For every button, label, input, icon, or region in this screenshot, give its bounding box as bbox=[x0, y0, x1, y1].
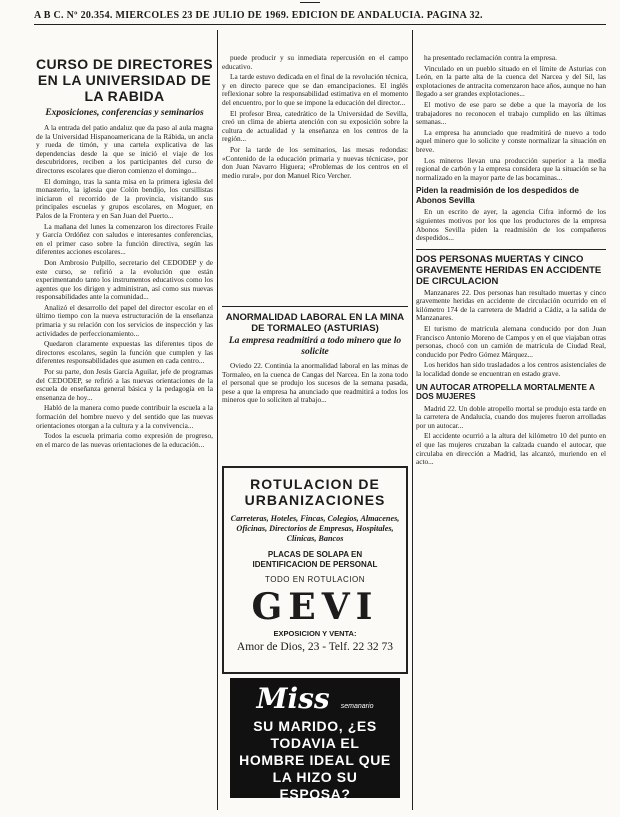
ad-title-line: ROTULACION DE bbox=[250, 476, 380, 492]
ad-title bbox=[224, 476, 406, 508]
subheadline: La empresa readmitirá a todo minero que lo solicite bbox=[228, 336, 402, 357]
column-divider bbox=[412, 30, 413, 810]
paragraph: Los heridos han sido trasladados a los centros asistenciales de la localidad donde se encuentran en estado grave. bbox=[416, 360, 606, 379]
ad-line: TODO EN ROTULACION bbox=[265, 575, 365, 584]
paragraph: Madrid 22. Un doble atropello mortal se produjo esta tarde en la carretera de Andalucía, cuando dos mujeres fueron arrolladas por un autocar... bbox=[416, 403, 606, 430]
ad-line: PLACAS DE SOLAPA EN bbox=[267, 550, 363, 559]
paragraph: Todos la escuela primaria como expresión de progreso, en el marco de las nuevas orientaciones de la educación... bbox=[36, 431, 213, 449]
paragraph: Habló de la manera como puede contribuir la escuela a la formación del hombre nuevo y del sentido que las nuevas orientaciones otorgan a la cultura y a la convivencia... bbox=[36, 403, 213, 430]
ad-slogan: SU MARIDO, ¿ES TODAVIA EL HOMBRE IDEAL QUE LA HIZO SU ESPOSA? bbox=[239, 718, 391, 802]
ad-line: IDENTIFICACION DE PERSONAL bbox=[252, 559, 378, 569]
subheadline: Exposiciones, conferencias y seminarios bbox=[45, 108, 204, 118]
paragraph: ha presentado reclamación contra la empresa. bbox=[424, 54, 557, 62]
ad-brand-logo: GEVI bbox=[251, 586, 379, 628]
ad-miss bbox=[230, 678, 400, 802]
headline: Piden la readmisión de los despedidos de Abonos Sevilla bbox=[416, 186, 579, 205]
subheadline: UN AUTOCAR ATROPELLA MORTALMENTE A DOS MUJERES bbox=[416, 382, 595, 402]
paragraph: A la entrada del patio andaluz que da paso al aula magna de la Universidad Hispanoamericana de la Rábida, un ancla y rueda de timón, y una cartela explicativa de las dependencias desde la que se inició el viaje de los descubridores, reciben a los participantes del curso de directores escolares que dieron comienzo el domingo... bbox=[36, 123, 213, 175]
paragraph: La empresa ha anunciado que readmitirá de nuevo a todo aquel minero que lo solicite y conste normalizar la situación en breve. bbox=[416, 127, 606, 154]
paragraph: La tarde estuvo dedicada en el final de la revolución técnica, y en directo parece que se dan emancipaciones. El inglés reflexionar sobre la responsabilidad estimativa en el momento del encuentro, por lo que se impone la educación del director... bbox=[222, 72, 408, 107]
ad-address: Amor de Dios, 23 - Telf. 22 32 73 bbox=[236, 641, 394, 653]
paragraph: Por la tarde de los seminarios, las mesas redondas: «Contenido de la educación primaria y nuevas técnicas», por don Juan Navarro Higuera; «Problemas de los centros en el medio rural», por don Manuel Rico Vercher. bbox=[222, 144, 408, 180]
ad-brand-sub: semanario bbox=[340, 703, 374, 710]
paragraph: Por su parte, don Jesús García Aguilar, jefe de programas del CEDODEP, se refirió a las nuevas orientaciones de la escuela de enseñanza general básica y la pedagogía en la ensenanza de hoy... bbox=[36, 367, 213, 402]
paragraph: puede producir y su inmediata repercusión en el campo educativo. bbox=[222, 54, 408, 71]
ad-miss-masthead bbox=[238, 684, 392, 714]
headline: CURSO DE DIRECTORES EN LA UNIVERSIDAD DE LA RABIDA bbox=[36, 56, 213, 104]
headline: ANORMALIDAD LABORAL EN LA MINA DE TORMALEO (ASTURIAS) bbox=[225, 312, 405, 334]
ad-rotulacion bbox=[222, 466, 408, 674]
header-rule bbox=[34, 24, 606, 25]
paragraph: En un escrito de ayer, la agencia Cifra informó de los siguientes motivos por los que los productores de la empresa Abonos Sevilla piden la readmisión de los compañeros despedidos... bbox=[416, 207, 606, 243]
paragraph: La mañana del lunes la comenzaron los directores Fraile y García Ordóñez con saludos e interesantes conferencias, en el primer caso sobre la función directiva, según las diferentes acciones escolares... bbox=[36, 221, 213, 257]
paragraph: Quedaron claramente expuestas las diferentes tipos de directores escolares, según la función que cumplen y las diferentes responsabilidades que asumen en cada centro... bbox=[36, 339, 213, 366]
paragraph: El domingo, tras la santa misa en la primera iglesia del monasterio, la iglesia que Colón bendijo, los cursillistas iniciaron el recorrido de la provincia, visitando sus principales escuelas y grupos escolares, en Moguer, en Palos de la Frontera y en San Juan del Puerto... bbox=[36, 176, 213, 220]
article-column-right bbox=[416, 54, 606, 814]
paragraph: El turismo de matrícula alemana conducido por don Juan Francisco Antonio Moreno de Campos y en el que viajaban otras personas, chocó con un camión de matrícula de Ciudad Real, conducido por Pedro Gómez Márquez... bbox=[416, 324, 606, 359]
paragraph: El motivo de ese paro se debe a que la mayoría de los trabajadores no reconocen el trabajo cumplido en las últimas semanas... bbox=[416, 99, 606, 127]
article-curso-directores bbox=[36, 54, 213, 814]
paragraph: Oviedo 22. Continúa la anormalidad laboral en las minas de Tormaleo, en la cuenca de Cangas del Narcea. En la zona todo el personal que se produjo los sucesos de la semana pasada, pese a que la empresa ha anunciado que readmitirá a todos los mineros que lo soliciten al trabajo... bbox=[222, 361, 408, 405]
article-tormaleo bbox=[222, 312, 408, 456]
column-divider bbox=[217, 30, 218, 810]
header-rule-top bbox=[300, 2, 320, 3]
headline: DOS PERSONAS MUERTAS Y CINCO GRAVEMENTE HERIDAS EN ACCIDENTE DE CIRCULACION bbox=[416, 253, 602, 287]
ad-brand-logo: Miss bbox=[256, 682, 330, 715]
paragraph: Analizó el desarrollo del papel del director escolar en el último tiempo con la nueva estructuración de la enseñanza primaria y su relación con los servicios de inspección y las actividades de perfeccionamiento... bbox=[36, 302, 213, 338]
ad-expo: EXPOSICION Y VENTA: bbox=[273, 629, 357, 638]
ad-services-list: Carreteras, Hoteles, Fincas, Colegios, Almacenes, Oficinas, Directorios de Empresas, Hospitales, Clínicas, Bancos bbox=[230, 514, 400, 543]
section-rule bbox=[416, 249, 606, 250]
paragraph: Don Ambrosio Pulpillo, secretario del CEDODEP y de este curso, se refirió a la evolución que están experimentando tanto los instrumentos educativos como los agentes que los dirigen y administran, así como sus nuevas responsabilidades ante la comunidad... bbox=[36, 257, 213, 302]
paragraph: Los mineros llevan una producción superior a la media regional de carbón y la empresa considera que la situación se ha normalizado en la mayor parte de las bocaminas... bbox=[416, 155, 606, 182]
section-rule bbox=[222, 306, 408, 307]
paragraph: El accidente ocurrió a la altura del kilómetro 10 del punto en el que las mujeres cruzaban la calzada cuando el autocar, que circulaba en dirección a Madrid, las alcanzó, muriendo en el acto... bbox=[416, 431, 606, 467]
paragraph: Vinculado en un pueblo situado en el límite de Asturias con León, en la parte alta de la cuenca del Narcea y del Sil, las explotaciones de antracita comenzaron hace años, aunque no han llegado a ser grandes explotaciones... bbox=[416, 63, 606, 99]
ad-title-line: URBANIZACIONES bbox=[244, 492, 386, 508]
paragraph: El profesor Brea, catedrático de la Universidad de Sevilla, creó un clima de abierta atención con su exposición sobre la cultura de actualidad y la enseñanza en los centros de la región... bbox=[222, 108, 408, 144]
paragraph: Manzanares 22. Dos personas han resultado muertas y cinco gravemente heridas en accidente de circulación ocurrido en el kilómetro 174 de la carretera de Madrid a Cádiz, a la salida de Manzanares. bbox=[416, 287, 606, 323]
page-header: A B C. Nº 20.354. MIERCOLES 23 DE JULIO DE 1969. EDICION DE ANDALUCIA. PAGINA 32. bbox=[34, 10, 483, 21]
